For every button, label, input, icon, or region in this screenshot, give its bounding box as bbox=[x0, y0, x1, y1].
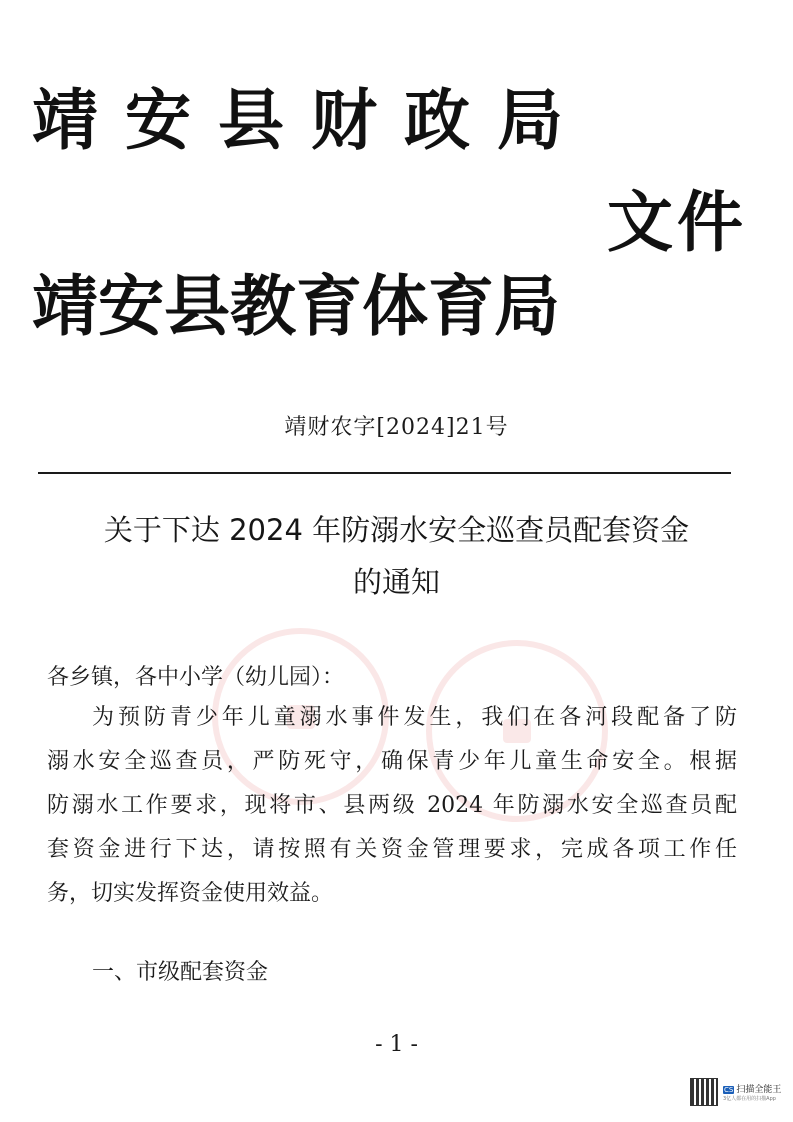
salutation: 各乡镇，各中小学（幼儿园）： bbox=[47, 665, 345, 690]
issuer-education-sports-bureau: 靖安县教育体育局 bbox=[32, 268, 560, 345]
qr-code-icon bbox=[690, 1078, 718, 1106]
header-divider bbox=[38, 472, 731, 474]
document-number: 靖财农字[2024]21号 bbox=[284, 415, 509, 440]
document-title bbox=[30, 504, 763, 608]
paragraph-line: 为预防青少年儿童溺水事件发生，我们在各河段配备了防 bbox=[92, 705, 737, 730]
page-number: - 1 - bbox=[375, 1032, 418, 1057]
document-title-line: 关于下达 2024 年防溺水安全巡查员配套资金 bbox=[103, 513, 690, 547]
scanner-logo-icon: CS bbox=[724, 1086, 734, 1094]
issuer-finance-bureau: 靖安县财政局 bbox=[32, 82, 590, 159]
issuer-document-suffix: 文件 bbox=[607, 184, 747, 261]
scanner-tagline: 3亿人都在用的扫描App bbox=[723, 1096, 776, 1102]
scanner-watermark bbox=[690, 1077, 786, 1107]
paragraph-line: 溺水安全巡查员，严防死守，确保青少年儿童生命安全。根据 bbox=[47, 749, 737, 774]
scanner-brand: 扫描全能王 bbox=[736, 1085, 782, 1095]
document-title-line: 的通知 bbox=[352, 565, 440, 599]
section-heading: 一、市级配套资金 bbox=[92, 960, 269, 985]
paragraph-line: 套资金进行下达，请按照有关资金管理要求，完成各项工作任 bbox=[47, 837, 737, 862]
paragraph-line: 防溺水工作要求，现将市、县两级 2024 年防溺水安全巡查员配 bbox=[47, 793, 737, 818]
body-paragraph bbox=[47, 696, 737, 916]
paragraph-line: 务，切实发挥资金使用效益。 bbox=[47, 881, 334, 906]
